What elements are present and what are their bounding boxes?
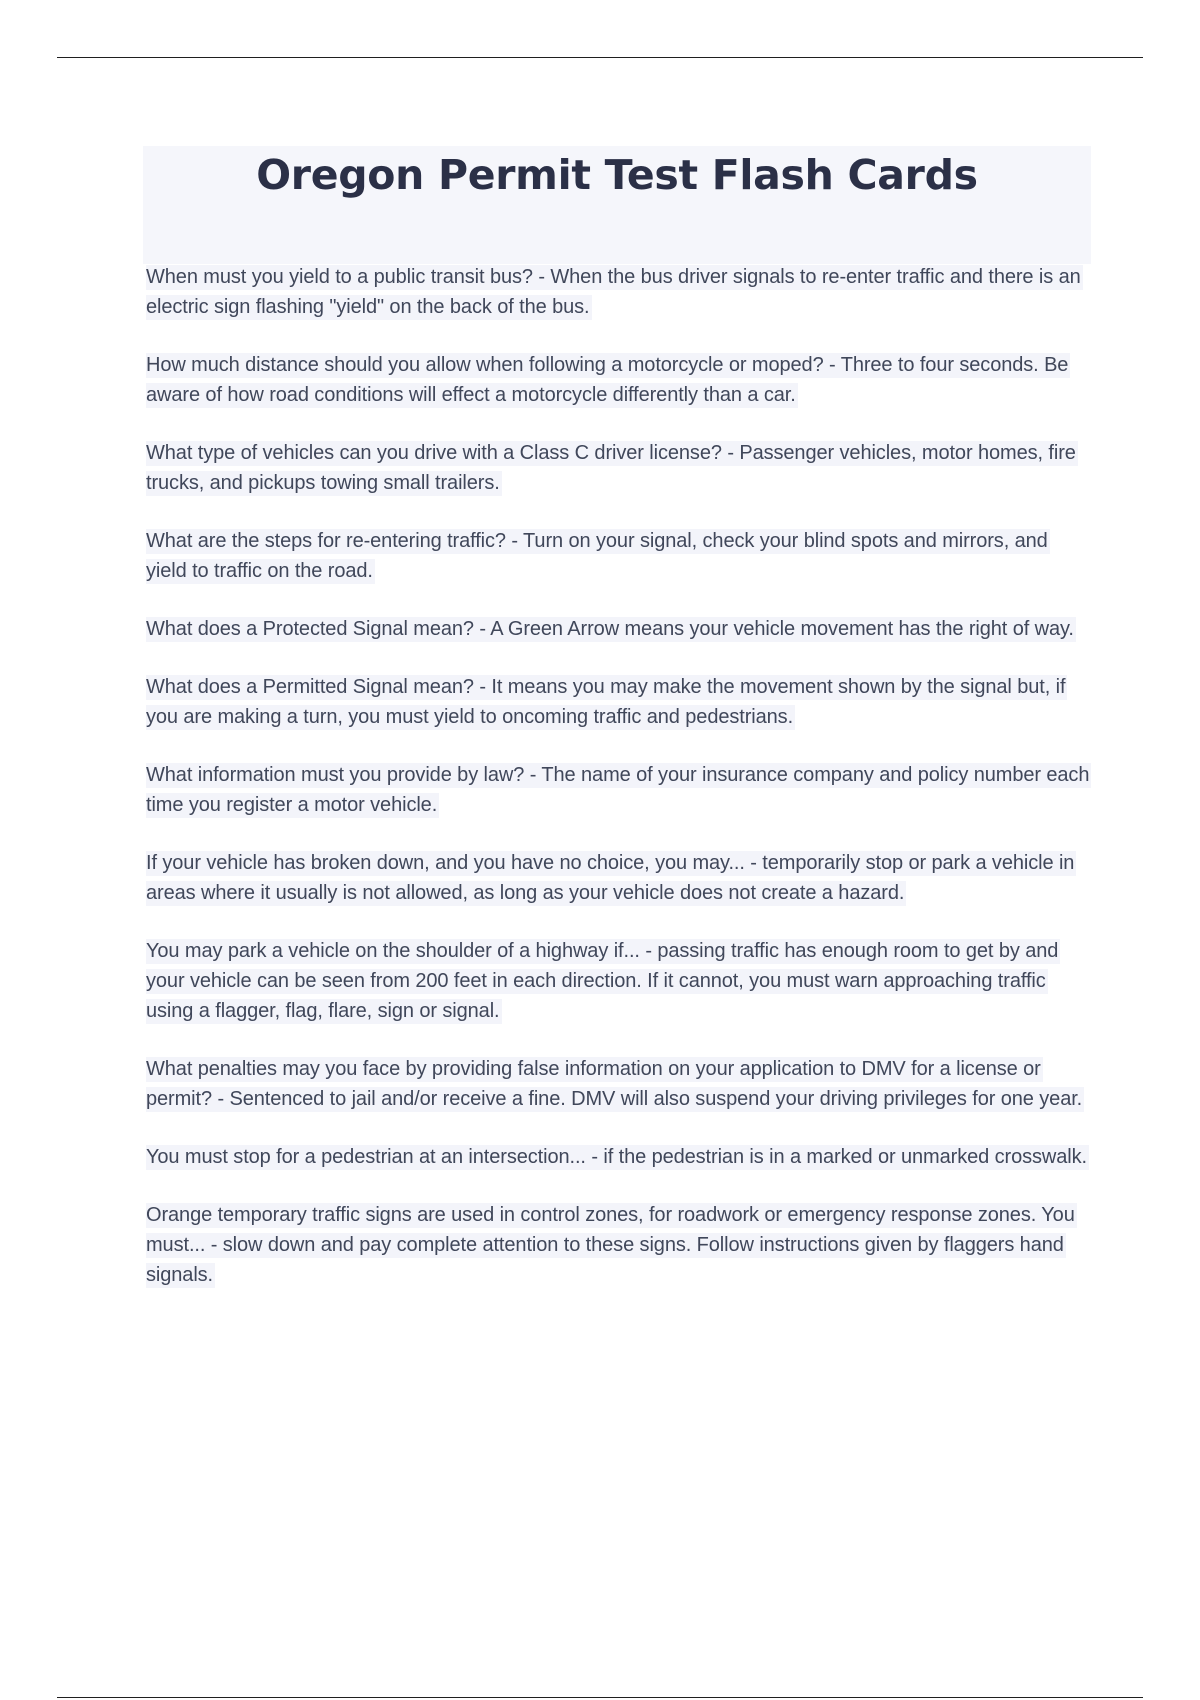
flash-card [146,262,1090,322]
flash-card [146,672,1090,732]
flash-card-text: What does a Permitted Signal mean? - It means you may make the movement shown by the signal but, if you are making a turn, you must yield to oncoming traffic and pedestrians. [146,676,1066,728]
flash-card-text: You must stop for a pedestrian at an intersection... - if the pedestrian is in a marked or unmarked crosswalk. [146,1146,1087,1168]
footer-rule [57,1697,1143,1698]
header-rule [57,57,1143,58]
flash-card-text: If your vehicle has broken down, and you have no choice, you may... - temporarily stop or park a vehicle in areas where it usually is not allowed, as long as your vehicle does not create a hazard. [146,852,1075,904]
flash-card-text: What are the steps for re-entering traffic? - Turn on your signal, check your blind spots and mirrors, and yield to traffic on the road. [146,530,1048,582]
flash-card [146,614,1090,644]
flash-card [146,760,1090,820]
flash-card-text: Orange temporary traffic signs are used in control zones, for roadwork or emergency response zones. You must... - slow down and pay complete attention to these signs. Follow instructions given by flaggers hand signals. [146,1204,1075,1286]
flash-card-text: What information must you provide by law? - The name of your insurance company and policy number each time you register a motor vehicle. [146,764,1090,816]
flash-card [146,350,1090,410]
flash-card-text: What type of vehicles can you drive with a Class C driver license? - Passenger vehicles, motor homes, fire trucks, and pickups towing small trailers. [146,442,1076,494]
flash-card [146,1142,1090,1172]
flash-card [146,1054,1090,1114]
flash-card-text: How much distance should you allow when following a motorcycle or moped? - Three to four seconds. Be aware of how road conditions will effect a motorcycle differently than a car. [146,354,1069,406]
flash-card-text: When must you yield to a public transit bus? - When the bus driver signals to re-enter traffic and there is an electric sign flashing "yield" on the back of the bus. [146,266,1081,318]
flash-card [146,848,1090,908]
flash-card-text: What penalties may you face by providing false information on your application to DMV for a license or permit? - Sentenced to jail and/or receive a fine. DMV will also suspend your driving privileges for one year. [146,1058,1083,1110]
flash-card-list [146,262,1090,1318]
flash-card [146,1200,1090,1290]
flash-card [146,936,1090,1026]
page-title: Oregon Permit Test Flash Cards [256,151,978,199]
flash-card-text: You may park a vehicle on the shoulder of a highway if... - passing traffic has enough room to get by and your vehicle can be seen from 200 feet in each direction. If it cannot, you must warn approaching traffic using a flagger, flag, flare, sign or signal. [146,940,1059,1022]
flash-card [146,438,1090,498]
flash-card-text: What does a Protected Signal mean? - A Green Arrow means your vehicle movement has the right of way. [146,618,1074,640]
flash-card [146,526,1090,586]
